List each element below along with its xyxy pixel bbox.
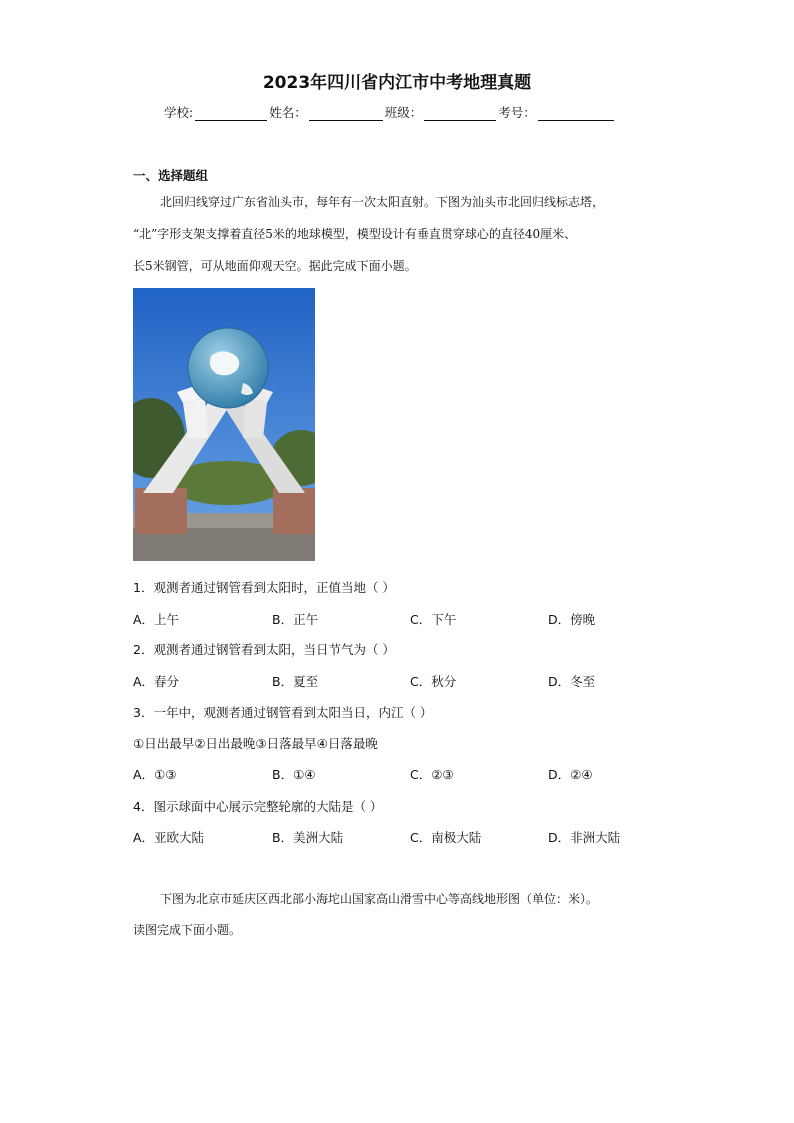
- student-info-line: [164, 103, 616, 121]
- question-3-statements: ①日出最早②日出最晚③日落最早④日落最晚: [133, 736, 378, 751]
- q1-option-b: B．正午: [272, 612, 319, 627]
- intro2-line-2: 读图完成下面小题。: [133, 923, 242, 937]
- q3-option-c: C．②③: [410, 767, 454, 782]
- intro-line-2: “北”字形支架支撑着直径5米的地球模型，模型设计有垂直贯穿球心的直径40厘米、: [133, 227, 577, 241]
- monument-illustration: [133, 288, 315, 561]
- q1-option-d: D．傍晚: [548, 612, 596, 627]
- name-label: 姓名：: [269, 105, 307, 120]
- q3-option-a: A．①③: [133, 767, 177, 782]
- question-3-stem: 3．一年中，观测者通过钢管看到太阳当日，内江（ ）: [133, 705, 433, 720]
- q4-option-c: C．南极大陆: [410, 830, 482, 845]
- q4-option-a: A．亚欧大陆: [133, 830, 205, 845]
- q2-option-c: C．秋分: [410, 674, 457, 689]
- name-blank: [309, 106, 383, 121]
- q4-option-d: D．非洲大陆: [548, 830, 621, 845]
- q1-option-a: A．上午: [133, 612, 180, 627]
- school-blank: [195, 106, 267, 121]
- question-2-stem: 2．观测者通过钢管看到太阳，当日节气为（ ）: [133, 642, 395, 657]
- class-label: 班级：: [384, 105, 423, 120]
- tropic-monument-photo: [133, 288, 315, 561]
- class-blank: [424, 106, 496, 121]
- number-label: 考号：: [498, 105, 536, 120]
- q3-option-d: D．②④: [548, 767, 593, 782]
- section-title: 一、选择题组: [133, 168, 209, 183]
- school-label: 学校:: [164, 105, 194, 120]
- q2-option-d: D．冬至: [548, 674, 596, 689]
- q2-option-a: A．春分: [133, 674, 180, 689]
- q1-option-c: C．下午: [410, 612, 457, 627]
- question-4-stem: 4．图示球面中心展示完整轮廓的大陆是（ ）: [133, 799, 383, 814]
- q3-option-b: B．①④: [272, 767, 316, 782]
- intro-line-3: 长5米钢管，可从地面仰观天空。据此完成下面小题。: [133, 259, 417, 273]
- intro-line-1: 北回归线穿过广东省汕头市，每年有一次太阳直射。下图为汕头市北回归线标志塔，: [160, 195, 605, 209]
- q4-option-b: B．美洲大陆: [272, 830, 344, 845]
- question-1-stem: 1．观测者通过钢管看到太阳时，正值当地（ ）: [133, 580, 395, 595]
- number-blank: [538, 106, 614, 121]
- intro2-line-1: 下图为北京市延庆区西北部小海坨山国家高山滑雪中心等高线地形图（单位：米）。: [160, 892, 599, 906]
- page-title: 2023年四川省内江市中考地理真题: [262, 73, 532, 93]
- q2-option-b: B．夏至: [272, 674, 319, 689]
